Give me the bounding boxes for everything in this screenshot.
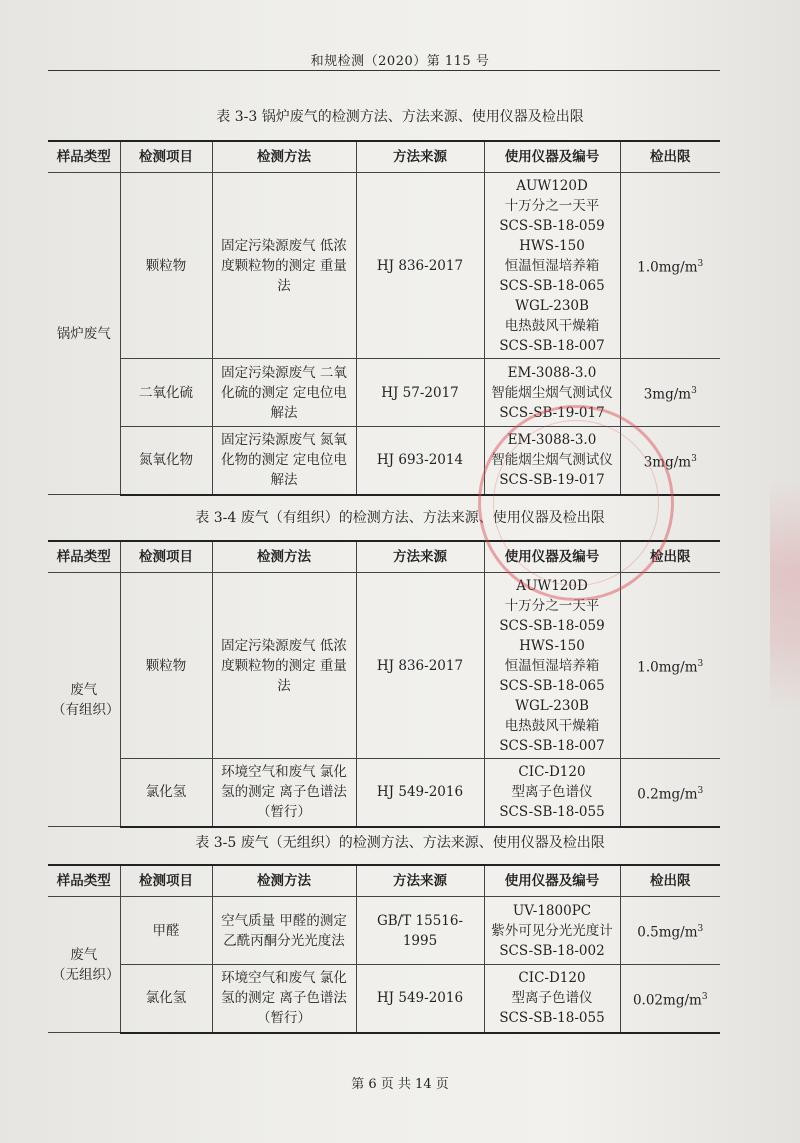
table-row bbox=[48, 897, 720, 965]
table-3-4 bbox=[48, 540, 720, 828]
table-header-row bbox=[48, 541, 720, 573]
instrument-cell: UV-1800PC 紫外可见分光光度计 SCS-SB-18-002 bbox=[484, 897, 620, 965]
test-item-cell: 氯化氢 bbox=[120, 759, 212, 827]
instrument-cell: AUW120D 十万分之一天平 SCS-SB-18-059 HWS-150 恒温恒湿培养箱 SCS-SB-18-065 WGL-230B 电热鼓风干燥箱 SCS-SB-18-007 bbox=[484, 573, 620, 759]
method-source-cell: HJ 549-2016 bbox=[356, 965, 484, 1033]
detection-limit-cell: $0.02mg/m^3$ bbox=[620, 965, 720, 1033]
col-sample-type: 样品类型 bbox=[48, 141, 120, 173]
test-item-cell: 甲醛 bbox=[120, 897, 212, 965]
col-detection-limit: 检出限 bbox=[620, 865, 720, 897]
col-instrument: 使用仪器及编号 bbox=[484, 865, 620, 897]
test-item-cell: 颗粒物 bbox=[120, 173, 212, 359]
sample-type-cell: 废气 （无组织） bbox=[48, 897, 120, 1033]
col-method-source: 方法来源 bbox=[356, 865, 484, 897]
table-header-row bbox=[48, 865, 720, 897]
sample-type-cell: 废气 （有组织） bbox=[48, 573, 120, 827]
table-header-row bbox=[48, 141, 720, 173]
test-method-cell: 固定污染源废气 氮氧化物的测定 定电位电解法 bbox=[212, 427, 356, 495]
instrument-cell: AUW120D 十万分之一天平 SCS-SB-18-059 HWS-150 恒温恒湿培养箱 SCS-SB-18-065 WGL-230B 电热鼓风干燥箱 SCS-SB-18-007 bbox=[484, 173, 620, 359]
test-item-cell: 氯化氢 bbox=[120, 965, 212, 1033]
table-3-4-caption: 表 3-4 废气（有组织）的检测方法、方法来源、使用仪器及检出限 bbox=[195, 510, 605, 526]
sample-type-cell: 锅炉废气 bbox=[48, 173, 120, 495]
col-sample-type: 样品类型 bbox=[48, 541, 120, 573]
table-3-3-caption: 表 3-3 锅炉废气的检测方法、方法来源、使用仪器及检出限 bbox=[216, 109, 584, 125]
method-source-cell: HJ 549-2016 bbox=[356, 759, 484, 827]
method-source-cell: HJ 57-2017 bbox=[356, 359, 484, 427]
method-source-cell: HJ 693-2014 bbox=[356, 427, 484, 495]
test-method-cell: 固定污染源废气 低浓度颗粒物的测定 重量法 bbox=[212, 573, 356, 759]
detection-limit-cell: $1.0mg/m^3$ bbox=[620, 173, 720, 359]
test-method-cell: 空气质量 甲醛的测定乙酰丙酮分光光度法 bbox=[212, 897, 356, 965]
table-row bbox=[48, 573, 720, 759]
table-row bbox=[48, 359, 720, 427]
report-number: 和规检测（2020）第 115 号 bbox=[310, 54, 490, 69]
col-test-method: 检测方法 bbox=[212, 141, 356, 173]
col-test-item: 检测项目 bbox=[120, 541, 212, 573]
col-sample-type: 样品类型 bbox=[48, 865, 120, 897]
col-detection-limit: 检出限 bbox=[620, 141, 720, 173]
test-method-cell: 环境空气和废气 氯化氢的测定 离子色谱法（暂行） bbox=[212, 759, 356, 827]
detection-limit-cell: $0.5mg/m^3$ bbox=[620, 897, 720, 965]
col-instrument: 使用仪器及编号 bbox=[484, 141, 620, 173]
col-instrument: 使用仪器及编号 bbox=[484, 541, 620, 573]
test-item-cell: 氮氧化物 bbox=[120, 427, 212, 495]
col-method-source: 方法来源 bbox=[356, 541, 484, 573]
instrument-cell: CIC-D120 型离子色谱仪 SCS-SB-18-055 bbox=[484, 965, 620, 1033]
instrument-cell: EM-3088-3.0 智能烟尘烟气测试仪 SCS-SB-19-017 bbox=[484, 427, 620, 495]
detection-limit-cell: $1.0mg/m^3$ bbox=[620, 573, 720, 759]
col-test-method: 检测方法 bbox=[212, 865, 356, 897]
header-divider bbox=[48, 70, 720, 71]
table-3-5-caption: 表 3-5 废气（无组织）的检测方法、方法来源、使用仪器及检出限 bbox=[195, 835, 605, 851]
table-row bbox=[48, 759, 720, 827]
method-source-cell: HJ 836-2017 bbox=[356, 173, 484, 359]
instrument-cell: EM-3088-3.0 智能烟尘烟气测试仪 SCS-SB-19-017 bbox=[484, 359, 620, 427]
detection-limit-cell: $0.2mg/m^3$ bbox=[620, 759, 720, 827]
col-method-source: 方法来源 bbox=[356, 141, 484, 173]
test-method-cell: 固定污染源废气 低浓度颗粒物的测定 重量法 bbox=[212, 173, 356, 359]
table-row bbox=[48, 965, 720, 1033]
table-3-3 bbox=[48, 140, 720, 496]
method-source-cell: GB/T 15516-1995 bbox=[356, 897, 484, 965]
col-test-item: 检测项目 bbox=[120, 865, 212, 897]
method-source-cell: HJ 836-2017 bbox=[356, 573, 484, 759]
table-3-5 bbox=[48, 864, 720, 1034]
table-row bbox=[48, 173, 720, 359]
test-item-cell: 二氧化硫 bbox=[120, 359, 212, 427]
test-method-cell: 固定污染源废气 二氧化硫的测定 定电位电解法 bbox=[212, 359, 356, 427]
detection-limit-cell: $3mg/m^3$ bbox=[620, 359, 720, 427]
instrument-cell: CIC-D120 型离子色谱仪 SCS-SB-18-055 bbox=[484, 759, 620, 827]
col-test-method: 检测方法 bbox=[212, 541, 356, 573]
col-detection-limit: 检出限 bbox=[620, 541, 720, 573]
page-number: 第 6 页 共 14 页 bbox=[351, 1077, 449, 1092]
table-row bbox=[48, 427, 720, 495]
col-test-item: 检测项目 bbox=[120, 141, 212, 173]
test-item-cell: 颗粒物 bbox=[120, 573, 212, 759]
detection-limit-cell: $3mg/m^3$ bbox=[620, 427, 720, 495]
test-method-cell: 环境空气和废气 氯化氢的测定 离子色谱法（暂行） bbox=[212, 965, 356, 1033]
